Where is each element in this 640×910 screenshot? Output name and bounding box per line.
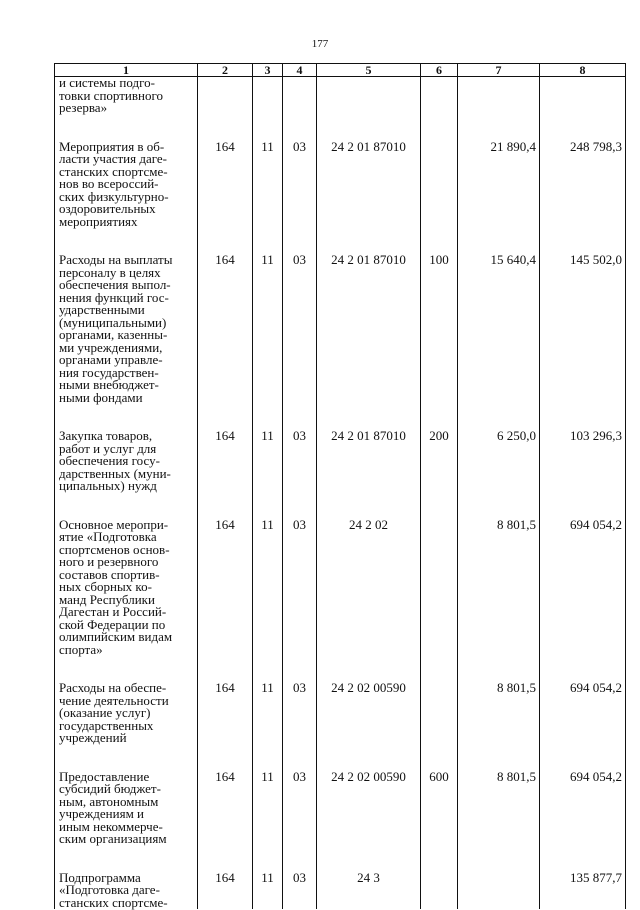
spacer-cell xyxy=(198,404,253,430)
header-col-7: 7 xyxy=(458,64,540,77)
row-code-expense-type xyxy=(421,254,458,404)
row-code-admin xyxy=(198,682,253,745)
row-amount-1 xyxy=(458,430,540,493)
row-spacer xyxy=(55,745,626,771)
spacer-cell xyxy=(421,493,458,519)
spacer-cell xyxy=(253,228,283,254)
row-amount-1-text: 8 801,5 xyxy=(497,768,536,784)
row-name-text: Мероприятия в об- ласти участия даге- станских спортсме- нов во всероссий- ских физкультурно- оздоровительных мероприятиях xyxy=(59,138,169,229)
row-code-target xyxy=(317,682,421,745)
row-code-expense-type xyxy=(421,141,458,229)
table-row xyxy=(55,141,626,229)
row-code-subsection-text: 03 xyxy=(293,768,306,784)
row-amount-2 xyxy=(540,682,626,745)
row-code-target xyxy=(317,516,421,657)
row-code-target-text: 24 2 01 87010 xyxy=(331,428,406,443)
spacer-cell xyxy=(317,115,421,141)
row-code-subsection xyxy=(283,682,317,745)
row-code-section-text: 11 xyxy=(261,252,274,267)
row-code-admin xyxy=(198,768,253,846)
row-amount-2-text: 135 877,7 xyxy=(570,869,622,885)
spacer-cell xyxy=(540,745,626,771)
row-amount-2 xyxy=(540,430,626,493)
row-code-section-text: 11 xyxy=(261,869,274,885)
row-code-expense-type xyxy=(421,519,458,657)
table-row xyxy=(55,254,626,404)
spacer-cell xyxy=(458,404,540,430)
page-number: 177 xyxy=(311,38,329,50)
row-code-subsection xyxy=(283,254,317,404)
spacer-cell xyxy=(458,745,540,771)
row-code-section xyxy=(253,77,283,115)
row-code-section-text: 11 xyxy=(261,768,274,784)
row-code-target-text: 24 3 xyxy=(357,869,380,885)
spacer-cell xyxy=(198,745,253,771)
row-name-text: Расходы на выплаты персоналу в целях обеспечения выпол- нения функций гос- ударственными (муниципальными) органами, казенны- ми учреждениями, органами управле- ния государствен- ными внебюджет- ными фондами xyxy=(59,252,173,405)
spacer-cell xyxy=(458,656,540,682)
row-spacer xyxy=(55,656,626,682)
header-col-6: 6 xyxy=(421,64,458,77)
spacer-cell xyxy=(283,846,317,872)
row-amount-2-text: 694 054,2 xyxy=(570,516,622,532)
row-name-text: Подпрограмма «Подготовка даге- станских спортсме- xyxy=(59,869,168,910)
spacer-cell xyxy=(253,846,283,872)
row-code-admin-text: 164 xyxy=(215,428,235,443)
row-code-subsection-text: 03 xyxy=(293,428,306,443)
row-name-text: и системы подго- товки спортивного резерва» xyxy=(59,75,163,115)
spacer-cell xyxy=(55,228,198,254)
row-code-section xyxy=(253,254,283,404)
row-name-text: Расходы на обеспе- чение деятельности (оказание услуг) государственных учреждений xyxy=(59,680,169,745)
row-code-admin-text: 164 xyxy=(215,252,235,267)
spacer-cell xyxy=(55,656,198,682)
table-body xyxy=(55,77,626,910)
table-row xyxy=(55,77,626,115)
header-col-1: 1 xyxy=(55,64,198,77)
row-amount-1 xyxy=(458,768,540,846)
budget-table xyxy=(54,63,626,909)
row-code-target-text: 24 2 01 87010 xyxy=(331,252,406,267)
row-code-section xyxy=(253,138,283,229)
spacer-cell xyxy=(540,404,626,430)
row-code-expense-type xyxy=(421,430,458,493)
header-col-2: 2 xyxy=(198,64,253,77)
row-name xyxy=(55,138,198,229)
spacer-cell xyxy=(421,656,458,682)
row-code-target-text: 24 2 01 87010 xyxy=(331,138,406,154)
spacer-cell xyxy=(458,846,540,872)
table-row xyxy=(55,771,626,846)
row-amount-1 xyxy=(458,138,540,229)
spacer-cell xyxy=(55,115,198,141)
spacer-cell xyxy=(421,228,458,254)
row-code-admin-text: 164 xyxy=(215,869,235,885)
spacer-cell xyxy=(317,404,421,430)
row-spacer xyxy=(55,228,626,254)
row-name xyxy=(55,77,198,115)
row-code-expense-type xyxy=(421,77,458,115)
row-code-section-text: 11 xyxy=(261,516,274,532)
spacer-cell xyxy=(283,115,317,141)
row-code-admin xyxy=(198,430,253,493)
row-name xyxy=(55,869,198,910)
row-name xyxy=(55,516,198,657)
spacer-cell xyxy=(540,656,626,682)
spacer-cell xyxy=(253,656,283,682)
row-code-target-text: 24 2 02 00590 xyxy=(331,680,406,695)
row-code-section xyxy=(253,682,283,745)
spacer-cell xyxy=(198,846,253,872)
row-code-subsection-text: 03 xyxy=(293,516,306,532)
spacer-cell xyxy=(317,846,421,872)
spacer-cell xyxy=(198,228,253,254)
row-code-subsection xyxy=(283,77,317,115)
row-code-target-text: 24 2 02 xyxy=(349,516,388,532)
row-code-expense-type-text: 200 xyxy=(429,428,449,443)
row-code-subsection-text: 03 xyxy=(293,138,306,154)
spacer-cell xyxy=(253,745,283,771)
row-amount-2 xyxy=(540,516,626,657)
row-amount-1 xyxy=(458,77,540,115)
row-code-expense-type xyxy=(421,682,458,745)
row-amount-2 xyxy=(540,138,626,229)
row-name-text: Основное меропри- ятие «Подготовка спортсменов основ- ного и резервного составов спортив- ных сборных ко- манд Республики Дагестан и Россий- ской Федерации по олимпийским видам спорта» xyxy=(59,516,173,657)
row-spacer xyxy=(55,404,626,430)
row-code-subsection xyxy=(283,430,317,493)
spacer-cell xyxy=(540,115,626,141)
header-col-8: 8 xyxy=(540,64,626,77)
row-code-admin xyxy=(198,77,253,115)
row-code-admin-text: 164 xyxy=(215,680,235,695)
spacer-cell xyxy=(458,493,540,519)
spacer-cell xyxy=(253,493,283,519)
header-col-5: 5 xyxy=(317,64,421,77)
row-code-target xyxy=(317,430,421,493)
row-code-expense-type xyxy=(421,768,458,846)
row-code-target-text: 24 2 02 00590 xyxy=(331,768,406,784)
row-amount-1-text: 8 801,5 xyxy=(497,680,536,695)
spacer-cell xyxy=(283,745,317,771)
row-amount-2-text: 694 054,2 xyxy=(570,768,622,784)
row-code-admin xyxy=(198,516,253,657)
spacer-cell xyxy=(283,228,317,254)
row-code-section xyxy=(253,768,283,846)
spacer-cell xyxy=(55,404,198,430)
row-amount-2-text: 145 502,0 xyxy=(570,252,622,267)
spacer-cell xyxy=(317,228,421,254)
row-code-admin xyxy=(198,869,253,910)
row-code-subsection xyxy=(283,138,317,229)
row-amount-2-text: 248 798,3 xyxy=(570,138,622,154)
budget-table-wrapper xyxy=(54,63,625,910)
row-code-section-text: 11 xyxy=(261,138,274,154)
row-code-admin xyxy=(198,254,253,404)
spacer-cell xyxy=(283,404,317,430)
spacer-cell xyxy=(253,115,283,141)
row-code-admin-text: 164 xyxy=(215,516,235,532)
spacer-cell xyxy=(421,846,458,872)
spacer-cell xyxy=(55,745,198,771)
spacer-cell xyxy=(540,846,626,872)
row-amount-1-text: 8 801,5 xyxy=(497,516,536,532)
spacer-cell xyxy=(458,115,540,141)
row-name xyxy=(55,682,198,745)
row-code-subsection xyxy=(283,768,317,846)
row-code-subsection xyxy=(283,869,317,910)
row-amount-2 xyxy=(540,77,626,115)
row-code-admin xyxy=(198,138,253,229)
row-amount-2-text: 103 296,3 xyxy=(570,428,622,443)
row-spacer xyxy=(55,846,626,872)
spacer-cell xyxy=(540,228,626,254)
spacer-cell xyxy=(283,656,317,682)
spacer-cell xyxy=(55,846,198,872)
spacer-cell xyxy=(421,404,458,430)
row-amount-1 xyxy=(458,872,540,910)
row-code-expense-type-text: 100 xyxy=(429,252,449,267)
spacer-cell xyxy=(283,493,317,519)
row-name-text: Закупка товаров, работ и услуг для обеспечения госу- дарственных (муни- ципальных) нужд xyxy=(59,428,171,493)
row-amount-2 xyxy=(540,768,626,846)
table-row xyxy=(55,519,626,657)
row-amount-2 xyxy=(540,869,626,910)
spacer-cell xyxy=(198,493,253,519)
row-code-subsection-text: 03 xyxy=(293,869,306,885)
spacer-cell xyxy=(421,745,458,771)
row-code-section-text: 11 xyxy=(261,680,274,695)
row-amount-1 xyxy=(458,682,540,745)
row-code-section xyxy=(253,516,283,657)
spacer-cell xyxy=(317,745,421,771)
spacer-cell xyxy=(317,656,421,682)
header-col-3: 3 xyxy=(253,64,283,77)
row-code-section xyxy=(253,869,283,910)
row-amount-1-text: 6 250,0 xyxy=(497,428,536,443)
spacer-cell xyxy=(55,493,198,519)
row-code-admin-text: 164 xyxy=(215,138,235,154)
row-code-target xyxy=(317,77,421,115)
row-code-subsection-text: 03 xyxy=(293,252,306,267)
spacer-cell xyxy=(317,493,421,519)
row-amount-1-text: 21 890,4 xyxy=(490,138,536,154)
row-amount-2 xyxy=(540,254,626,404)
spacer-cell xyxy=(198,115,253,141)
row-code-admin-text: 164 xyxy=(215,768,235,784)
spacer-cell xyxy=(253,404,283,430)
row-name xyxy=(55,768,198,846)
row-code-section-text: 11 xyxy=(261,428,274,443)
table-row xyxy=(55,430,626,493)
row-name-text: Предоставление субсидий бюджет- ным, автономным учреждениям и иным некоммерче- ским организациям xyxy=(59,768,167,846)
row-code-target xyxy=(317,138,421,229)
row-amount-1 xyxy=(458,516,540,657)
row-code-target xyxy=(317,768,421,846)
row-code-section xyxy=(253,430,283,493)
row-name xyxy=(55,254,198,404)
row-code-expense-type xyxy=(421,872,458,910)
spacer-cell xyxy=(458,228,540,254)
row-amount-2-text: 694 054,2 xyxy=(570,680,622,695)
row-code-expense-type-text: 600 xyxy=(429,768,449,784)
row-code-target xyxy=(317,869,421,910)
row-code-subsection xyxy=(283,516,317,657)
row-amount-1 xyxy=(458,254,540,404)
table-row xyxy=(55,682,626,745)
row-spacer xyxy=(55,493,626,519)
row-spacer xyxy=(55,115,626,141)
spacer-cell xyxy=(198,656,253,682)
table-row xyxy=(55,872,626,910)
spacer-cell xyxy=(421,115,458,141)
row-amount-1-text: 15 640,4 xyxy=(490,252,536,267)
row-code-subsection-text: 03 xyxy=(293,680,306,695)
row-code-target xyxy=(317,254,421,404)
spacer-cell xyxy=(540,493,626,519)
row-name xyxy=(55,430,198,493)
header-col-4: 4 xyxy=(283,64,317,77)
